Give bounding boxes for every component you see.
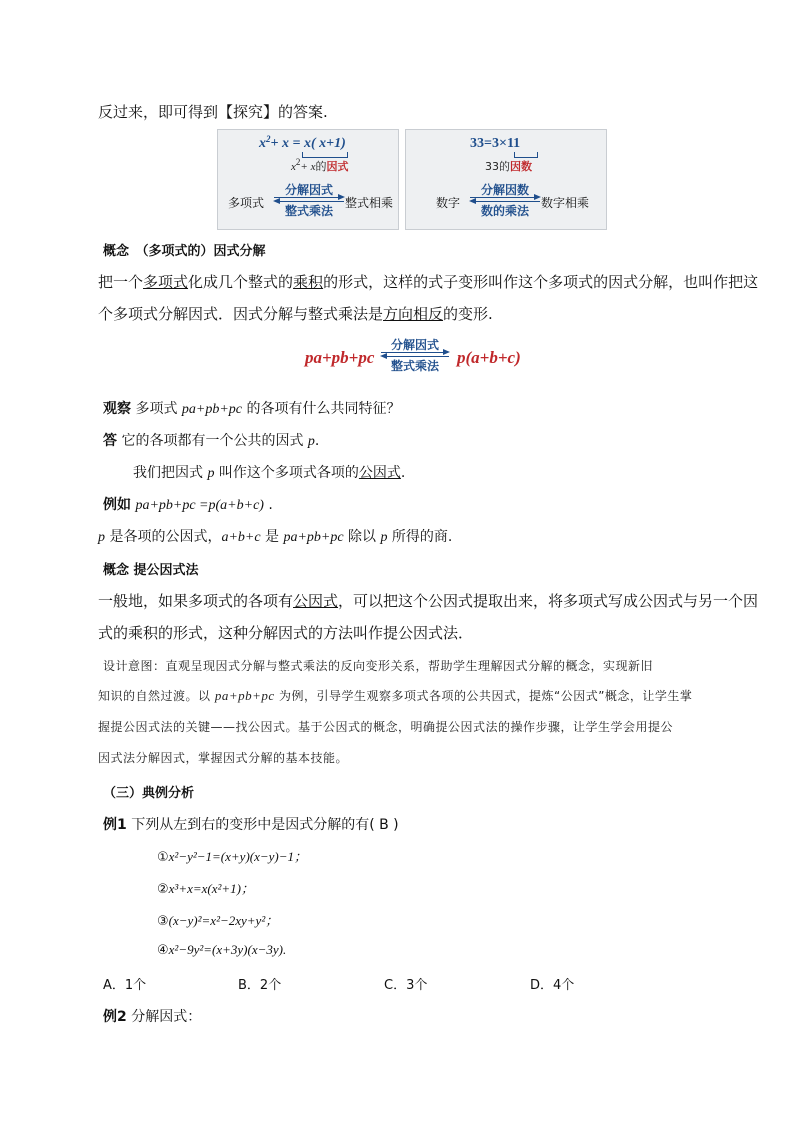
concept-title-common-factor: 概念 提公因式法 [103, 563, 199, 578]
example1-item-4: ④x²−9y²=(x+3y)(x−3y). [157, 942, 287, 958]
design-note-line-3: 握提公因式法的关键——找公因式。基于公因式的概念，明确提公因式法的操作步骤，让学生学会用提公 [98, 720, 674, 734]
choice-c: C．3个 [384, 978, 428, 993]
big-double-arrow [381, 338, 449, 373]
arrow-bottom-label: 数的乘法 [480, 204, 529, 218]
polynomial-caption: $x^2+ x$的因式 [291, 157, 349, 173]
double-arrow-2 [470, 183, 540, 218]
number-label: 数字 [436, 196, 461, 210]
observe-line: 观察 多项式 pa+pb+pc 的各项有什么共同特征？ [103, 401, 401, 417]
polynomial-label: 多项式 [228, 196, 265, 210]
choice-b: B．2个 [238, 978, 282, 993]
formula-left: pa+pb+pc [305, 348, 375, 367]
example1-item-3: ③(x−y)²=x²−2xy+y²； [157, 913, 279, 929]
example2-question: 例2 分解因式： [103, 1009, 202, 1025]
double-arrow-1 [274, 183, 344, 218]
number-caption: 33的因数 [485, 160, 532, 173]
method-line-1: 一般地，如果多项式的各项有公因式，可以把这个公因式提取出来，将多项式写成公因式与另一个因 [98, 592, 759, 610]
factoring-diagram-polynomial [217, 129, 399, 230]
product-label: 整式相乘 [345, 196, 394, 210]
arrow-top-label: 分解因式 [390, 338, 439, 352]
design-note-line-4: 因式法分解因式，掌握因式分解的基本技能。 [98, 751, 349, 765]
example1-question: 例1 下列从左到右的变形中是因式分解的有( B ) [103, 817, 399, 833]
choice-d: D．4个 [530, 978, 575, 993]
example-line: 例如 pa+pb+pc =p(a+b+c) . [103, 497, 273, 513]
number-formula: 33=3×11 [470, 136, 521, 151]
example1-item-2: ②x³+x=x(x²+1)； [157, 881, 255, 897]
definition-line-1: 把一个多项式化成几个整式的乘积的形式，这样的式子变形叫作这个多项式的因式分解，也叫作把这 [98, 273, 759, 291]
method-line-2: 式的乘积的形式，这种分解因式的方法叫作提公因式法． [98, 624, 474, 642]
arrow-bottom-label: 整式乘法 [284, 204, 333, 218]
arrow-bottom-label: 整式乘法 [390, 359, 439, 373]
answer-line: 答 它的各项都有一个公共的因式 p. [103, 433, 320, 449]
number-product-label: 数字相乘 [541, 196, 590, 210]
design-note-line-1: 设计意图：直观呈现因式分解与整式乘法的反向变形关系，帮助学生理解因式分解的概念，实现新旧 [103, 659, 654, 673]
choice-a: A．1个 [103, 978, 147, 993]
concept-title-factorization: 概念 （多项式的）因式分解 [103, 244, 266, 259]
section-title: （三）典例分析 [103, 786, 195, 801]
arrow-top-label: 分解因式 [284, 183, 333, 197]
polynomial-formula: $x^2+ x = x$( x+1) [259, 134, 346, 151]
design-note-line-2: 知识的自然过渡。以 pa+pb+pc 为例，引导学生观察多项式各项的公共因式，提炼“公因式”概念，让学生掌 [98, 688, 693, 703]
formula-right: p(a+b+c) [457, 348, 521, 367]
intro-text: 反过来，即可得到【探究】的答案. [98, 103, 328, 121]
explain-line: p 是各项的公因式，a+b+c 是 pa+pb+pc 除以 p 所得的商. [98, 529, 453, 545]
factoring-diagram-number [405, 129, 607, 230]
example1-item-1: ①x²−y²−1=(x+y)(x−y)−1； [157, 849, 308, 865]
definition-line-2: 个多项式分解因式．因式分解与整式乘法是方向相反的变形. [98, 305, 493, 323]
answer-line-2: 我们把因式 p 叫作这个多项式各项的公因式. [133, 465, 406, 481]
arrow-top-label: 分解因数 [480, 183, 529, 197]
